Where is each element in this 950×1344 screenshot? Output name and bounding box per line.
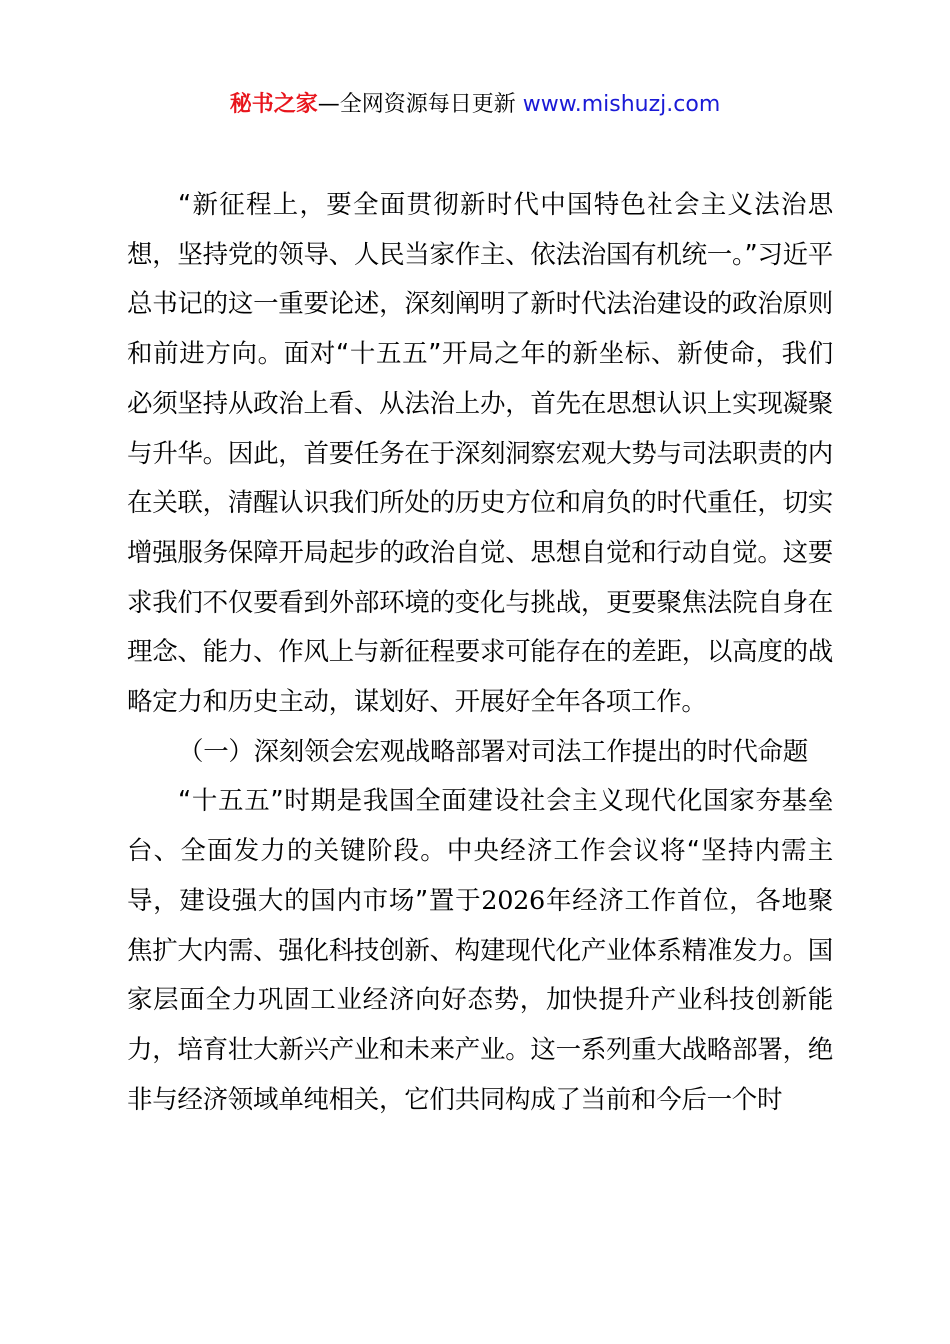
site-url-link[interactable]: www.mishuzj.com xyxy=(522,92,721,117)
brand-name: 秘书之家 xyxy=(229,92,318,117)
paragraph-2 xyxy=(127,777,833,1125)
header-tagline: —全网资源每日更新 xyxy=(317,92,523,117)
document-header xyxy=(0,88,950,122)
paragraph-2-text-b: 年经济工作首位，各地聚焦扩大内需、强化科技创新、构建现代化产业体系精准发力。国家层面全力巩固工业经济向好态势，加快提升产业科技创新能力，培育壮大新兴产业和未来产业。这一系列重大战略部署，绝非与经济领域单纯相关，它们共同构成了当前和今后一个时 xyxy=(127,885,833,1115)
document-body xyxy=(127,181,833,1125)
paragraph-2-year: 2026 xyxy=(481,885,545,916)
paragraph-1: “新征程上，要全面贯彻新时代中国特色社会主义法治思想，坚持党的领导、人民当家作主、依法治国有机统一。”习近平总书记的这一重要论述，深刻阐明了新时代法治建设的政治原则和前进方向。面对“十五五”开局之年的新坐标、新使命，我们必须坚持从政治上看、从法治上办，首先在思想认识上实现凝聚与升华。因此，首要任务在于深刻洞察宏观大势与司法职责的内在关联，清醒认识我们所处的历史方位和肩负的时代重任，切实增强服务保障开局起步的政治自觉、思想自觉和行动自觉。这要求我们不仅要看到外部环境的变化与挑战，更要聚焦法院自身在理念、能力、作风上与新征程要求可能存在的差距，以高度的战略定力和历史主动，谋划好、开展好全年各项工作。 xyxy=(127,190,833,718)
paragraph-2-text-a: “十五五”时期是我国全面建设社会主义现代化国家夯基垒台、全面发力的关键阶段。中央经济工作会议将“坚持内需主导，建设强大的国内市场”置于 xyxy=(127,786,833,916)
section-heading-1: （一）深刻领会宏观战略部署对司法工作提出的时代命题 xyxy=(178,736,809,767)
